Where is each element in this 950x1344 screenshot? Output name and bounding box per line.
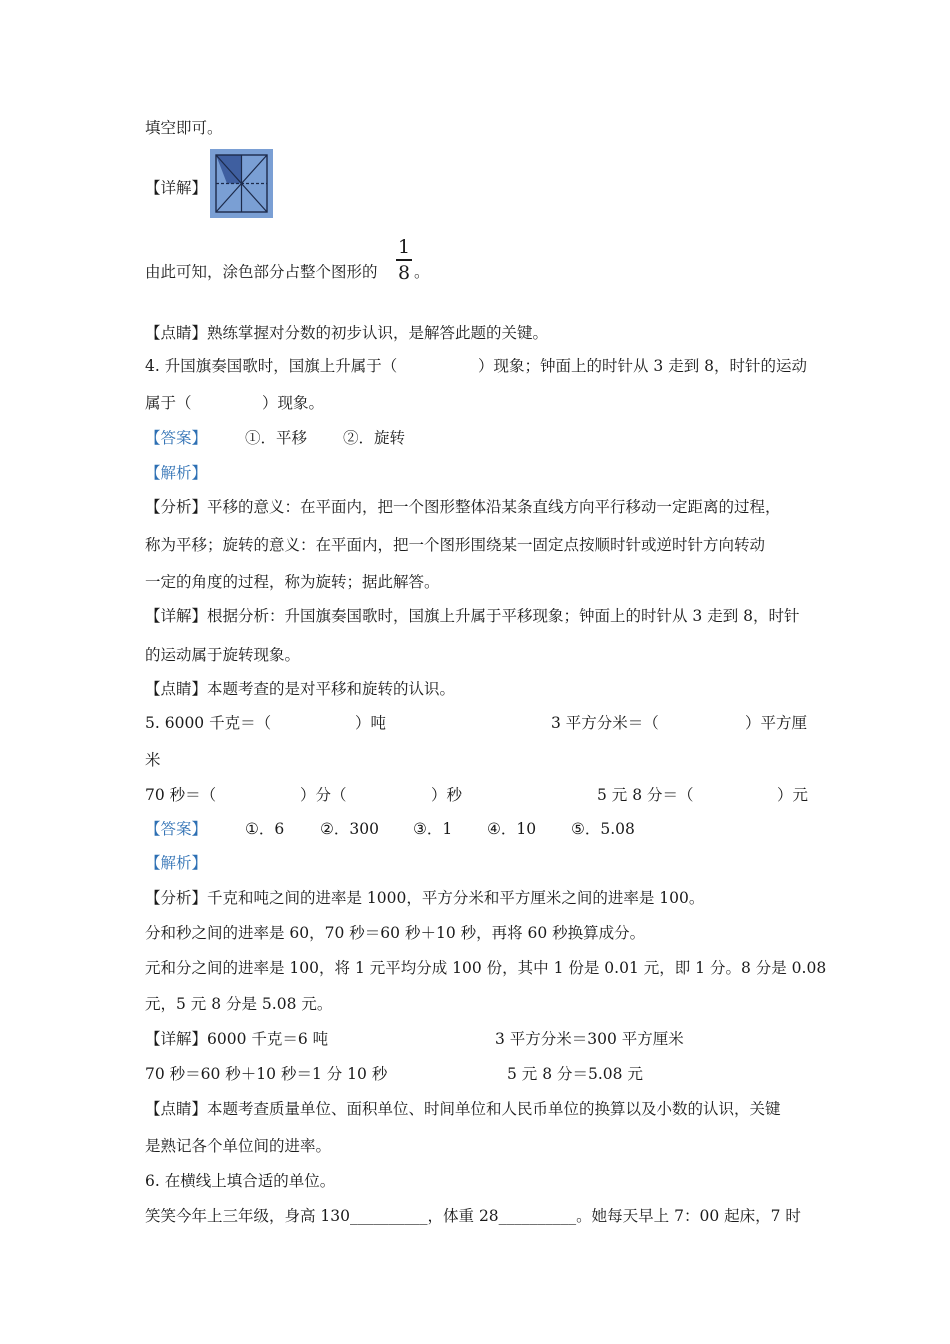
question-5-line: ）元 bbox=[777, 786, 809, 804]
text-line: 是熟记各个单位间的进率。 bbox=[145, 1137, 332, 1155]
text-line: 【分析】平移的意义：在平面内，把一个图形整体沿某条直线方向平行移动一定距离的过程， bbox=[145, 498, 781, 516]
text-line: 的运动属于旋转现象。 bbox=[145, 646, 301, 664]
question-4-line: ）现象。 bbox=[262, 394, 325, 412]
fraction bbox=[396, 236, 412, 284]
question-5-line: ）秒 bbox=[431, 786, 463, 804]
question-4-line: 属于（ bbox=[145, 394, 192, 412]
text-line: 称为平移；旋转的意义：在平面内，把一个图形围绕某一固定点按顺时针或逆时针方向转动 bbox=[145, 536, 766, 554]
text-line: 填空即可。 bbox=[145, 119, 223, 137]
answer-item: ⑤．5.08 bbox=[571, 820, 635, 838]
answer-tag: 【答案】 bbox=[145, 820, 208, 838]
fraction-bar bbox=[396, 259, 412, 261]
question-5-line: 5 元 8 分＝（ bbox=[597, 786, 694, 804]
text-line: 【分析】千克和吨之间的进率是 1000，平方分米和平方厘米之间的进率是 100。 bbox=[145, 889, 705, 907]
question-5-line: ）平方厘 bbox=[745, 714, 808, 732]
analysis-tag: 【解析】 bbox=[145, 464, 208, 482]
text-line: 【点睛】本题考查的是对平移和旋转的认识。 bbox=[145, 680, 456, 698]
fraction-numerator: 1 bbox=[397, 236, 411, 258]
text-line: 【点睛】本题考查质量单位、面积单位、时间单位和人民币单位的换算以及小数的认识，关键 bbox=[145, 1100, 781, 1118]
text-line: 一定的角度的过程，称为旋转；据此解答。 bbox=[145, 573, 440, 591]
detail-tag: 【详解】 bbox=[145, 179, 208, 197]
text-line: 元，5 元 8 分是 5.08 元。 bbox=[145, 995, 333, 1013]
text-line: 。 bbox=[414, 263, 430, 281]
text-line: 5 元 8 分＝5.08 元 bbox=[507, 1065, 643, 1083]
question-5-line: 3 平方分米＝（ bbox=[551, 714, 659, 732]
answer-item: ④．10 bbox=[487, 820, 537, 838]
answer-item: ③．1 bbox=[413, 820, 453, 838]
analysis-tag: 【解析】 bbox=[145, 854, 208, 872]
question-4-line: ）现象；钟面上的时针从 3 走到 8，时针的运动 bbox=[478, 357, 808, 375]
question-5-line: 米 bbox=[145, 751, 161, 769]
text-line: 分和秒之间的进率是 60，70 秒＝60 秒＋10 秒，再将 60 秒换算成分。 bbox=[145, 924, 646, 942]
answer-item: ①．平移 bbox=[245, 429, 308, 447]
answer-item: ①．6 bbox=[245, 820, 285, 838]
question-6-line: 6. 在横线上填合适的单位。 bbox=[145, 1172, 336, 1190]
text-line: 【详解】6000 千克＝6 吨 bbox=[145, 1030, 329, 1048]
square-figure bbox=[210, 149, 273, 218]
text-line: 元和分之间的进率是 100，将 1 元平均分成 100 份，其中 1 份是 0.01 元，即 1 分。8 分是 0.08 bbox=[145, 959, 827, 977]
question-5-line: 70 秒＝（ bbox=[145, 786, 217, 804]
answer-item: ②．旋转 bbox=[343, 429, 406, 447]
question-5-line: ）分（ bbox=[300, 786, 347, 804]
text-line: 3 平方分米＝300 平方厘米 bbox=[495, 1030, 684, 1048]
question-5-line: ）吨 bbox=[355, 714, 387, 732]
answer-item: ②．300 bbox=[320, 820, 379, 838]
fraction-denominator: 8 bbox=[397, 261, 411, 284]
answer-tag: 【答案】 bbox=[145, 429, 208, 447]
question-5-line: 5. 6000 千克＝（ bbox=[145, 714, 272, 732]
text-line: 由此可知，涂色部分占整个图形的 bbox=[145, 263, 378, 281]
question-6-line: 笑笑今年上三年级，身高 130__________，体重 28__________。她每天早上 7：00 起床，7 时 bbox=[145, 1207, 801, 1225]
question-4-line: 4. 升国旗奏国歌时，国旗上升属于（ bbox=[145, 357, 398, 375]
text-line: 【详解】根据分析：升国旗奏国歌时，国旗上升属于平移现象；钟面上的时针从 3 走到 8，时针 bbox=[145, 607, 800, 625]
text-line: 70 秒＝60 秒＋10 秒＝1 分 10 秒 bbox=[145, 1065, 388, 1083]
text-line: 【点睛】熟练掌握对分数的初步认识，是解答此题的关键。 bbox=[145, 324, 549, 342]
